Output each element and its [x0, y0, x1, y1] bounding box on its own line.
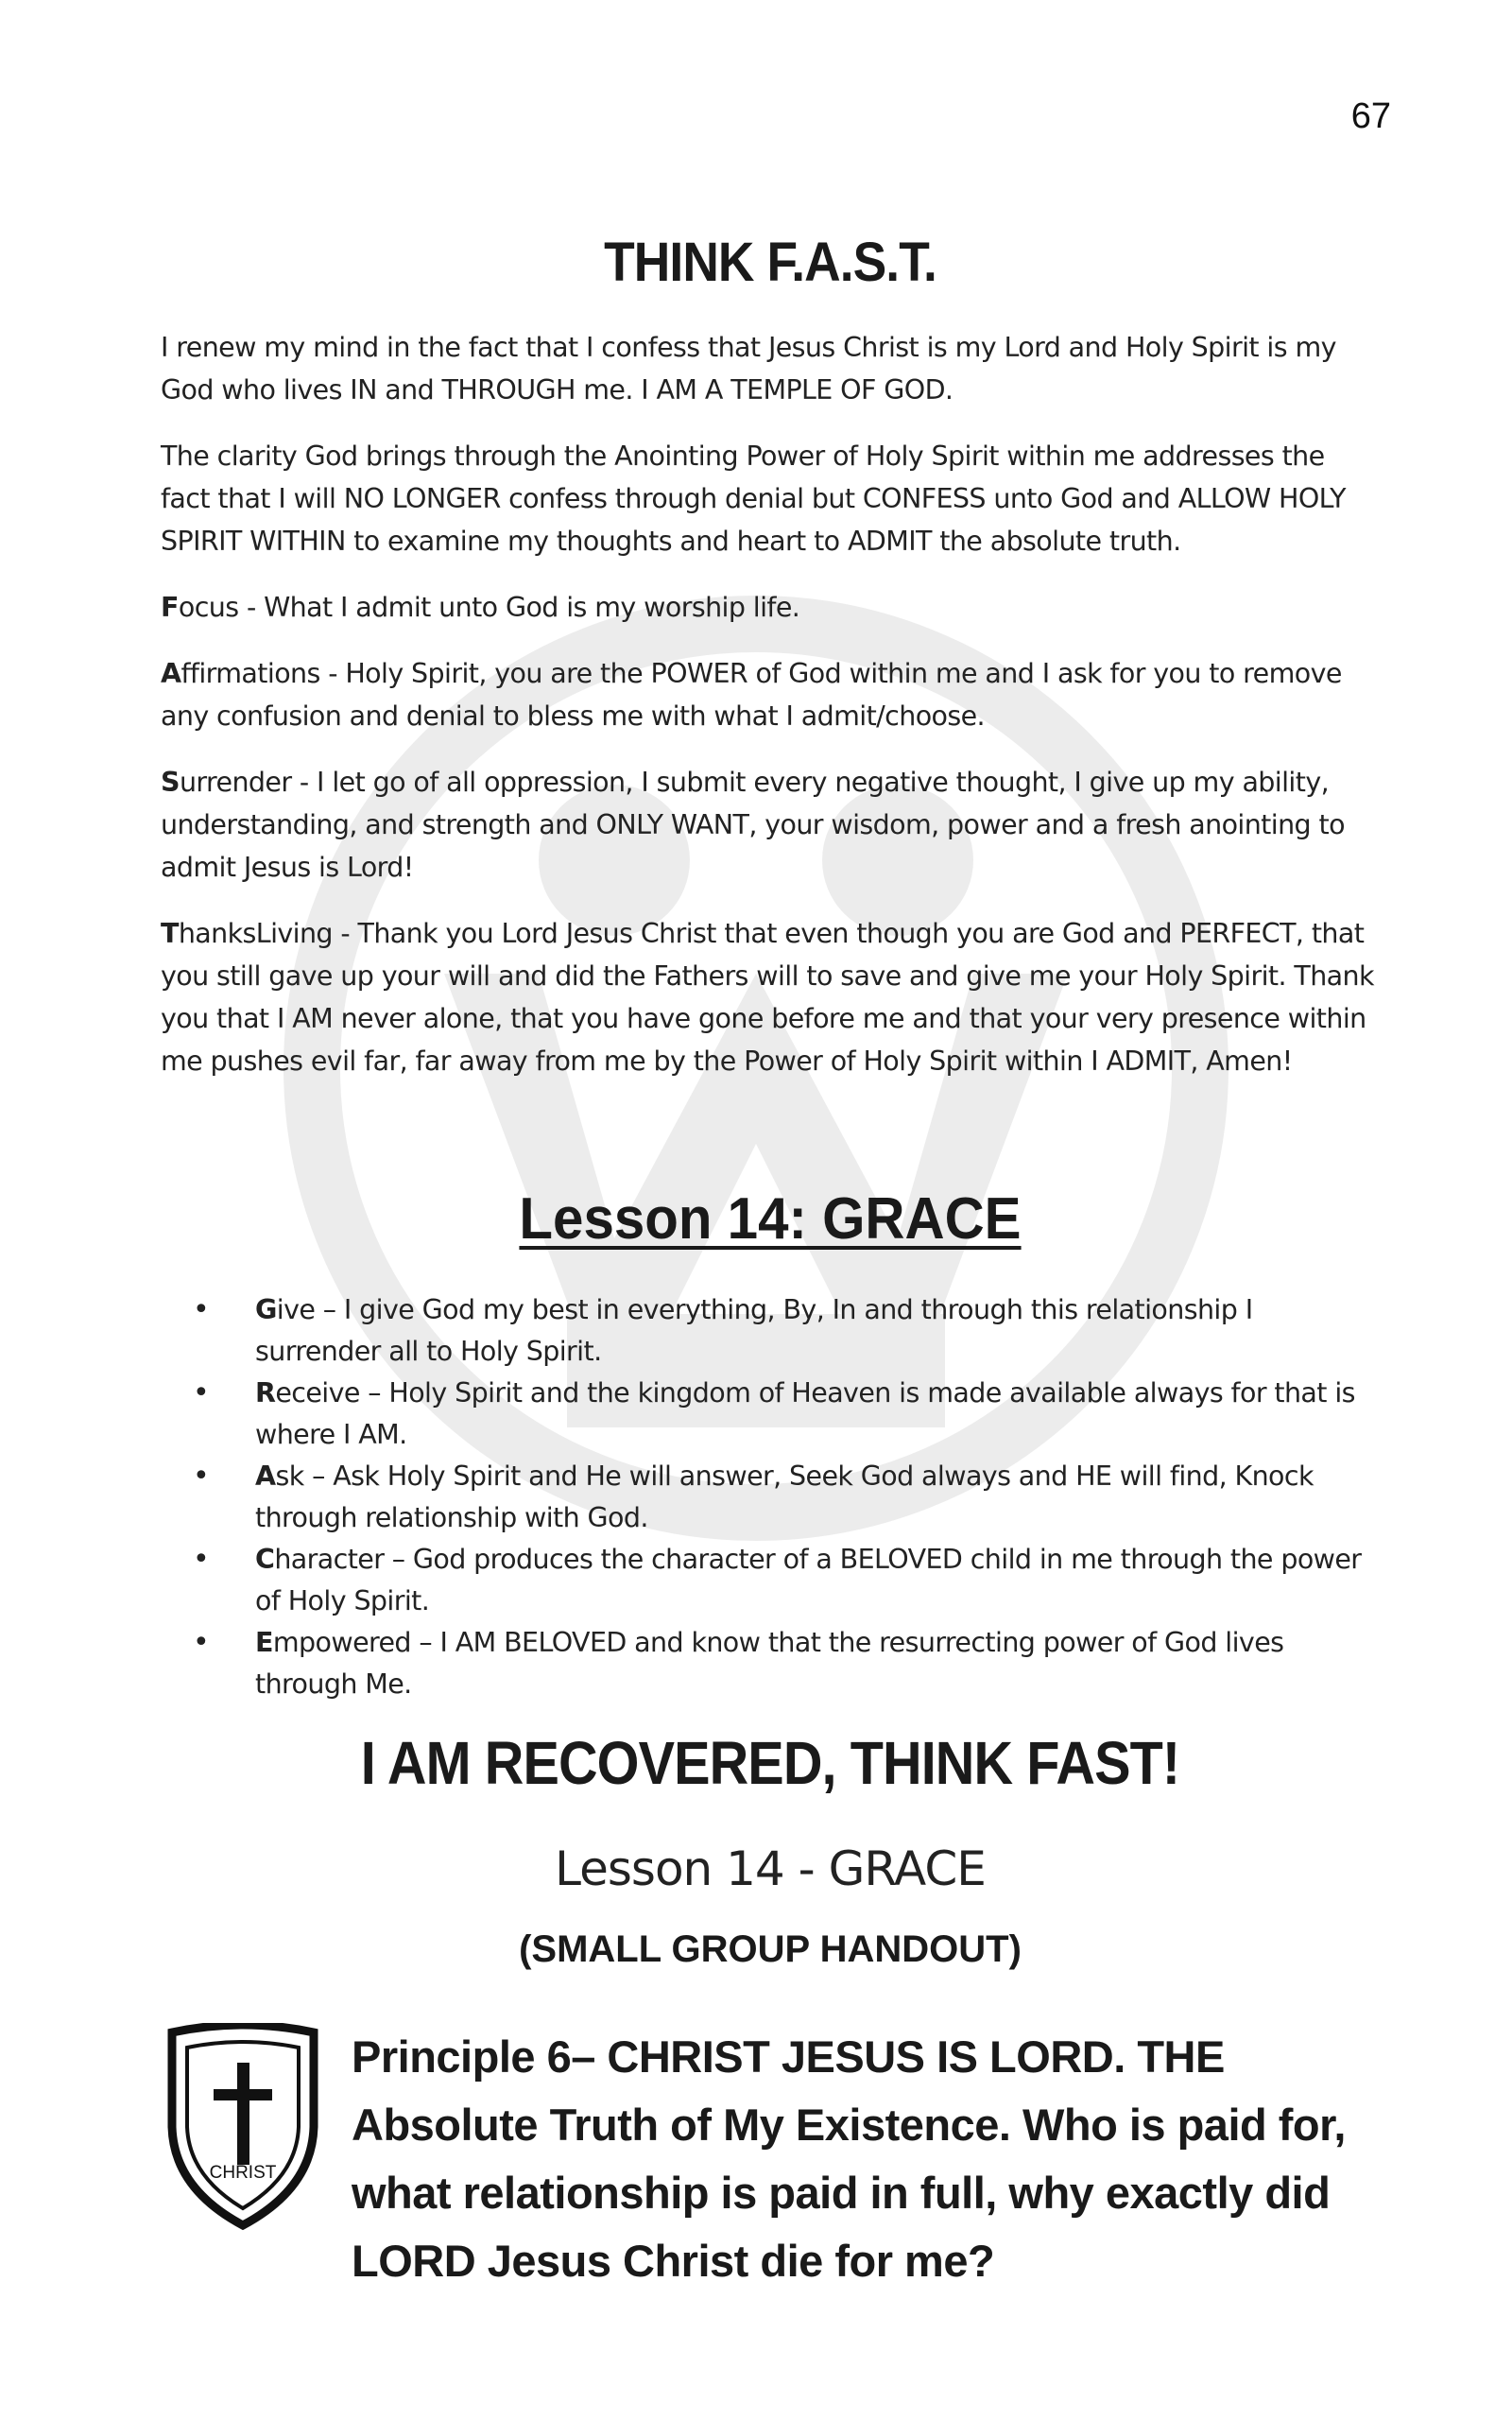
list-item-letter: C	[255, 1544, 275, 1575]
surrender-letter: S	[161, 767, 180, 798]
list-item-letter: E	[255, 1627, 273, 1658]
list-item-text: eceive – Holy Spirit and the kingdom of Heaven is made available always for that is where I AM.	[255, 1377, 1355, 1450]
list-item-letter: G	[255, 1294, 277, 1325]
affirmations-letter: A	[161, 658, 181, 689]
recovered-title: I AM RECOVERED, THINK FAST!	[360, 1729, 1180, 1797]
focus-letter: F	[161, 592, 179, 623]
lesson-title: Lesson 14: GRACE	[519, 1186, 1022, 1252]
affirmations-text: ffirmations - Holy Spirit, you are the POWER of God within me and I ask for you to remove any confusion and denial to bless me with what I admit/choose.	[161, 658, 1342, 732]
principle-statement: Principle 6– CHRIST JESUS IS LORD. THE Absolute Truth of My Existence. Who is paid for, what relationship is paid in full, why exactly did LORD Jesus Christ die for me?	[352, 2031, 1346, 2286]
think-fast-body	[161, 326, 1380, 1106]
list-item-letter: A	[255, 1461, 276, 1492]
list-item-text: haracter – God produces the character of a BELOVED child in me through the power of Holy Spirit.	[255, 1544, 1362, 1616]
list-item-text: mpowered – I AM BELOVED and know that the resurrecting power of God lives through Me.	[255, 1627, 1284, 1700]
surrender-text: urrender - I let go of all oppression, I submit every negative thought, I give up my ability, understanding, and strength and ONLY WANT, your wisdom, power and a fresh anointing to admit Jesus is Lord!	[161, 767, 1345, 883]
affirmations-paragraph	[161, 652, 1380, 737]
list-item	[255, 1539, 1380, 1622]
list-item	[255, 1622, 1380, 1705]
list-item	[255, 1373, 1380, 1456]
grace-acrostic-list	[161, 1289, 1380, 1705]
thanksliving-paragraph	[161, 912, 1380, 1082]
lesson-subtitle: Lesson 14 - GRACE	[555, 1841, 986, 1896]
list-item-text: sk – Ask Holy Spirit and He will answer, Seek God always and HE will find, Knock through relationship with God.	[255, 1461, 1314, 1533]
thanksliving-text: hanksLiving - Thank you Lord Jesus Christ that even though you are God and PERFECT, that you still gave up your will and did the Fathers will to save and give me your Holy Spirit. Thank you that I AM never alone, that you have gone before me and that your very presence within me pushes evil far, far away from me by the Power of Holy Spirit within I ADMIT, Amen!	[161, 918, 1374, 1077]
intro-paragraph: I renew my mind in the fact that I confess that Jesus Christ is my Lord and Holy Spirit is my God who lives IN and THROUGH me. I AM A TEMPLE OF GOD.	[161, 332, 1336, 406]
handout-label: (SMALL GROUP HANDOUT)	[519, 1928, 1022, 1970]
focus-paragraph	[161, 586, 1380, 629]
surrender-paragraph	[161, 761, 1380, 889]
think-fast-title: THINK F.A.S.T.	[604, 232, 936, 293]
list-item-text: ive – I give God my best in everything, By, In and through this relationship I surrender all to Holy Spirit.	[255, 1294, 1253, 1367]
clarity-paragraph: The clarity God brings through the Anointing Power of Holy Spirit within me addresses the fact that I will NO LONGER confess through denial but CONFESS unto God and ALLOW HOLY SPIRIT WITHIN to examine my thoughts and heart to ADMIT the absolute truth.	[161, 441, 1346, 557]
shield-label: CHRIST	[209, 2163, 277, 2183]
list-item-letter: R	[255, 1377, 276, 1409]
focus-text: ocus - What I admit unto God is my worship life.	[178, 592, 800, 623]
page-number: 67	[1350, 96, 1391, 136]
thanksliving-letter: T	[161, 918, 179, 949]
christ-shield-icon	[163, 2023, 323, 2231]
list-item	[255, 1289, 1380, 1373]
list-item	[255, 1456, 1380, 1539]
